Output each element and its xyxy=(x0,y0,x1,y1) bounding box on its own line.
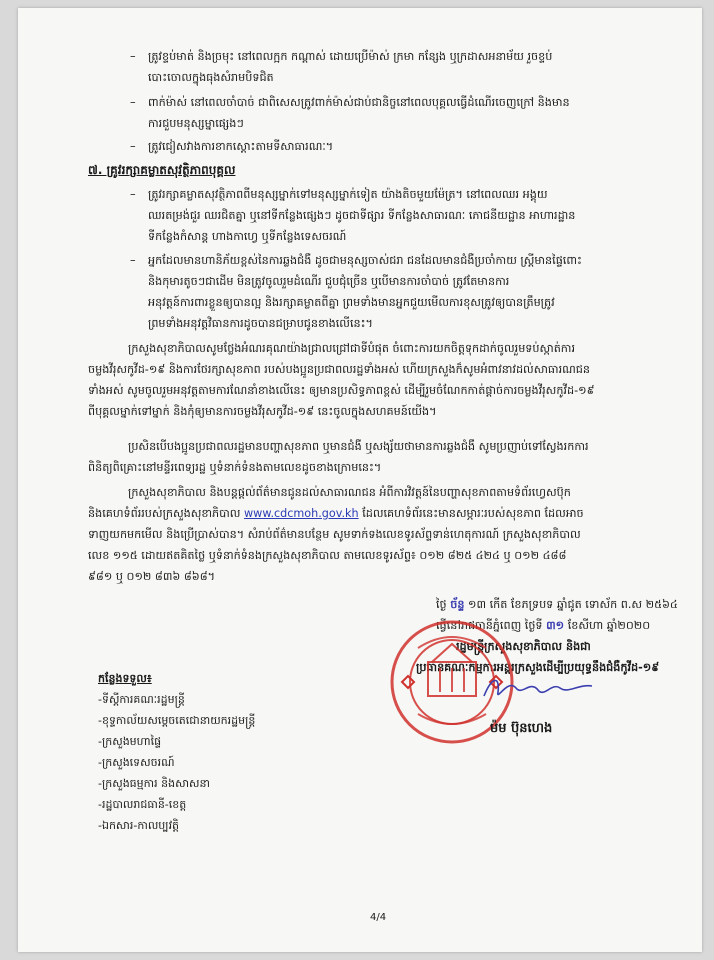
minister-title: រដ្ឋមន្ត្រីក្រសួងសុខាភិបាល និងជា xyxy=(456,640,591,653)
lunar-date-line xyxy=(436,594,678,615)
recipients-heading: កន្លែងទទួល៖ xyxy=(98,672,152,685)
bullet-dash: – xyxy=(130,50,136,63)
paragraph-info xyxy=(88,482,673,587)
signer-name: ម៉ម ប៊ុនហេង xyxy=(490,721,553,736)
paragraph-line: ពិនិត្យពិគ្រោះនៅមន្ទីរពេទ្យរដ្ឋ ឬទំនាក់ទំនងតាមលេខដូចខាងក្រោមនេះ។ xyxy=(88,461,382,474)
recipient-item: -ក្រសួងមហាផ្ទៃ xyxy=(98,735,162,748)
paragraph-text: ដែលគេហទំព័រនេះមានសម្ភារៈរបស់សុខភាព ដែលអាច xyxy=(362,507,584,520)
committee-title: ប្រធានគណៈកម្មការអន្តរក្រសួងដើម្បីប្រយុទ្ធនឹងជំងឺកូវីដ-១៩ xyxy=(416,661,660,674)
bullet-dash: – xyxy=(130,140,136,153)
bullet-dash: – xyxy=(130,188,136,201)
paragraph-line: ទាញយកមកមើល និងប្រើប្រាស់បាន។ សំរាប់ព័ត៌មានបន្ថែម សូមទាក់ទងលេខទូរស័ព្ទទាន់ហេតុការណ៍ ក្រសួងសុខាភិបាល xyxy=(88,528,581,541)
date-text: ខែសីហា ឆ្នាំ២០២០ xyxy=(567,619,651,632)
bullet-line: អនុវត្តន៍ការពារខ្លួនឲ្យបានល្អ និងរក្សាគម្លាតពីគ្នា ព្រមទាំងមានអ្នកជួយមើលការខុសត្រូវឲ្យបានត្រឹមត្រូវ xyxy=(148,296,555,309)
paragraph-health-issue xyxy=(88,436,673,478)
recipient-item: -ខុទ្ទកាល័យសម្តេចតេជោនាយករដ្ឋមន្ត្រី xyxy=(98,714,256,727)
bullet-line: ត្រូវរក្សាគម្លាតសុវត្ថិភាពពីមនុស្សម្នាក់ទៅមនុស្សម្នាក់ទៀត យ៉ាងតិចមួយម៉ែត្រ។ នៅពេលឈរ អង្គុយ xyxy=(148,188,548,201)
paragraph-line: ពីបុគ្គលម្នាក់ទៅម្នាក់ និងកុំឲ្យមានការចម្លងវីរុសកូវីដ-១៩ នេះចូលក្នុងសហគមន៍យើង។ xyxy=(88,405,437,418)
bullet-line: ត្រូវជៀសវាងការខាកស្តោះតាមទីសាធារណៈ។ xyxy=(148,140,334,153)
paragraph-line: ៩៨១ ឬ ០១២ ៨៣៦ ៨៦៨។ xyxy=(88,570,216,583)
bullet-dash: – xyxy=(130,254,136,267)
paragraph-line xyxy=(88,503,673,524)
bullet-line: និងកុមារតូចៗជាដើម មិនត្រូវចូលរួមដំណើរ ជួបជុំច្រើន ឬបើមានការចាំបាច់ ត្រូវតែមានការ xyxy=(148,275,510,288)
paragraph-thanks xyxy=(88,338,673,422)
bullet-line: ទីកន្លែងកំសាន្ត ហាងកាហ្វេ ឬទីកន្លែងទេសចរណ៍ xyxy=(148,230,347,243)
bullet-line: ពាក់ម៉ាស់ នៅពេលចាំបាច់ ជាពិសេសត្រូវពាក់ម៉ាស់ជាប់ជានិច្ចនៅពេលបុគ្គលធ្វើដំណើរចេញក្រៅ និងមាន xyxy=(148,96,570,109)
paragraph-line: ក្រសួងសុខាភិបាល និងបន្តផ្តល់ព័ត៌មានជូនដល់សាធារណជន អំពីការវិវត្តន៍នៃបញ្ហាសុខភាពតាមទំព័រហ្វេសប៊ុក xyxy=(128,486,571,499)
paragraph-line: ចម្លងវីរុសកូវីដ-១៩ និងការថែរក្សាសុខភាព របស់បងប្អូនប្រជាពលរដ្ឋទាំងអស់ ហើយក្រសួងក៏សូមអំពាវនាវដល់សាធារណជន xyxy=(88,363,590,376)
paragraph-text: និងគេហទំព័ររបស់ក្រសួងសុខាភិបាល xyxy=(88,507,241,520)
recipient-item: -រដ្ឋបាលរាជធានី-ខេត្ត xyxy=(98,798,187,811)
page-number: 4/4 xyxy=(370,912,387,923)
section-heading: ៧. គ្រូវរក្សាគម្លាតសុវត្ថិភាពបុគ្គល xyxy=(88,163,236,177)
recipient-item: -ឯកសារ-កាលប្បវត្តិ xyxy=(98,819,180,832)
bullet-line: ត្រូវខ្ទប់មាត់ និងច្រមុះ នៅពេលក្អក កណ្តាស់ ដោយប្រើម៉ាស់ ក្រមា កន្សែង ឬក្រដាសអនាម័យ រួចខ្ទប់ xyxy=(148,50,553,63)
bullet-line: អ្នកដែលមានហានិភ័យខ្ពស់នៃការឆ្លងជំងឺ ដូចជាមនុស្សចាស់ជរា ជនដែលមានជំងឺប្រចាំកាយ ស្ត្រីមានផ្ទៃពោះ xyxy=(148,254,582,267)
bullet-line: ការជួបមនុស្សម្នាផ្សេងៗ xyxy=(148,117,244,130)
date-handwritten: ៣១ xyxy=(546,619,565,632)
paragraph-line: ប្រសិនបើបងប្អូនប្រជាពលរដ្ឋមានបញ្ហាសុខភាព ឬមានជំងឺ ឬសង្ស័យថាមានការឆ្លងជំងឺ សូមប្រញាប់ទៅស្វែងរកការ xyxy=(128,440,589,453)
document-page xyxy=(18,8,702,952)
date-text: ធ្វើនៅរាជធានីភ្នំពេញ ថ្ងៃទី xyxy=(436,619,543,632)
recipient-item: -ក្រសួងធម្មការ និងសាសនា xyxy=(98,777,210,790)
date-handwritten: ច័ន្ទ xyxy=(450,598,465,611)
recipients-list xyxy=(98,668,255,836)
bullet-line: បោះចោលក្នុងធុងសំរាមបិទជិត xyxy=(148,71,274,84)
paragraph-line: លេខ ១១៥ ដោយឥតគិតថ្លៃ ឬទំនាក់ទំនងក្រសួងសុខាភិបាល តាមលេខទូរស័ព្ទ៖ ០១២ ៨២៥ ៤២៤ ឬ ០១២ ៤៨៨ xyxy=(88,549,567,562)
recipient-item: -ទីស្តីការគណៈរដ្ឋមន្ត្រី xyxy=(98,693,185,706)
date-text: ថ្ងៃ xyxy=(436,598,447,611)
website-link[interactable]: www.cdcmoh.gov.kh xyxy=(244,507,359,520)
paragraph-line: ទាំងអស់ សូមចូលរួមអនុវត្តតាមការណែនាំខាងលើនេះ ឲ្យមានប្រសិទ្ធភាពខ្ពស់ ដើម្បីរួមចំណែកកាត់ផ្តាច់ការចម្លងវីរុសកូវីដ-១៩ xyxy=(88,384,595,397)
bullet-dash: – xyxy=(130,96,136,109)
bullet-line: ព្រមទាំងអនុវត្តវិធានការដូចបានជម្រាបជូនខាងលើនេះ។ xyxy=(148,317,373,330)
date-text: ១៣ កើត ខែភទ្របទ ឆ្នាំជូត ទោស័ក ព.ស ២៥៦៤ xyxy=(467,598,678,611)
recipient-item: -ក្រសួងទេសចរណ៍ xyxy=(98,756,175,769)
signature-icon xyxy=(478,668,598,708)
bullet-line: ឈរតម្រង់ជួរ ឈរជិតគ្នា ឬនៅទីកន្លែងផ្សេងៗ ដូចជាទីផ្សារ ទីកន្លែងសាធារណៈ ភោជនីយដ្ឋាន អាហារដ្ឋាន xyxy=(148,209,576,222)
paragraph-line: ក្រសួងសុខាភិបាលសូមថ្លែងអំណរគុណយ៉ាងជ្រាលជ្រៅជាទីបំផុត ចំពោះការយកចិត្តទុកដាក់ចូលរួមទប់ស្កាត់ការ xyxy=(128,342,576,355)
